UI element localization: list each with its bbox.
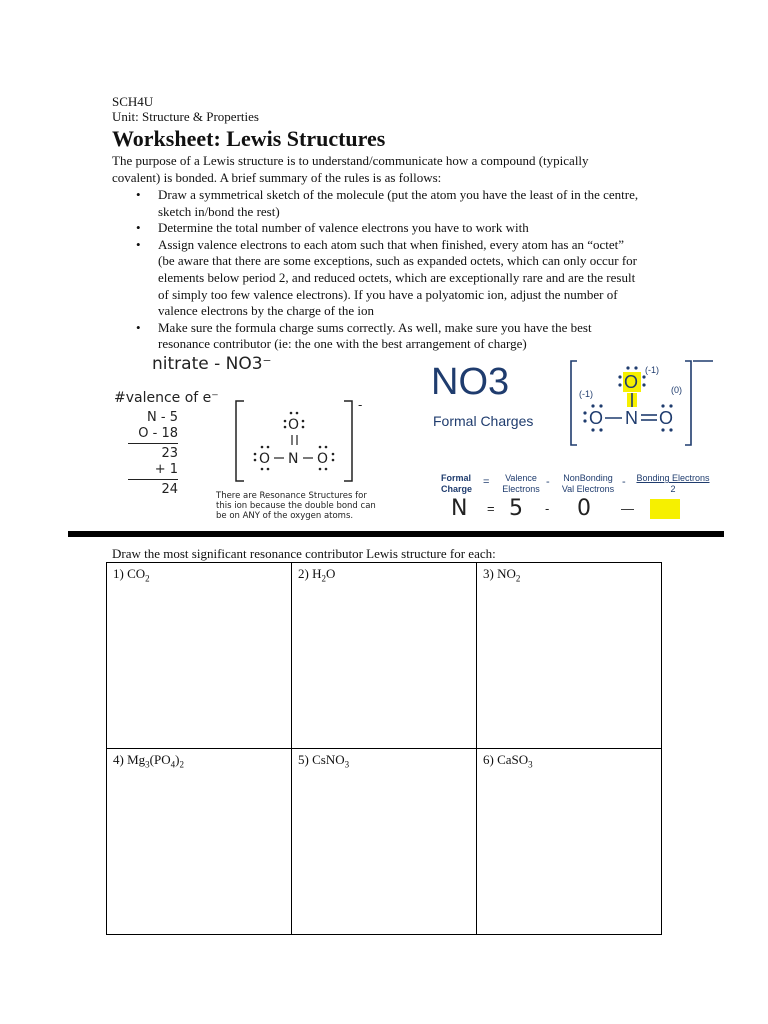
- nonbonding-label: NonBonding Val Electrons: [561, 473, 615, 494]
- answer-box[interactable]: 3) $NO_2$: [477, 563, 662, 749]
- section-divider: [68, 531, 724, 537]
- formal-charges-subtitle: Formal Charges: [433, 413, 534, 429]
- worksheet-title: Worksheet: Lewis Structures: [112, 126, 386, 151]
- resonance-note: There are Resonance Structures for this ion because the double bond can be on ANY of the oxygen atoms.: [216, 491, 376, 521]
- rule-item: • Determine the total number of valence electrons you have to work with: [112, 220, 642, 237]
- minus-sign: -: [546, 476, 550, 488]
- svg-text:O: O: [659, 408, 674, 428]
- calc-subtotal: 23: [161, 446, 178, 461]
- calc-divider: [128, 443, 178, 444]
- calc-minus: -: [545, 501, 550, 516]
- svg-text:(-1): (-1): [645, 365, 659, 375]
- answer-box[interactable]: 4) $Mg_3(PO_4)_2$: [107, 749, 292, 935]
- valence-calculation: [128, 410, 178, 498]
- calc-n-symbol: N: [451, 496, 468, 521]
- svg-text:N: N: [625, 408, 638, 428]
- answer-box[interactable]: 2) $H_2O$: [292, 563, 477, 749]
- calc-n: N - 5: [147, 410, 178, 425]
- no3-formal-charge-structure: [565, 357, 720, 452]
- bonding-divisor: 2: [670, 484, 676, 494]
- answer-box[interactable]: 1) $CO_2$: [107, 563, 292, 749]
- formal-charge-label: Formal Charge: [441, 473, 473, 494]
- calc-minus: —: [621, 501, 634, 516]
- formal-charges-example: [415, 357, 723, 525]
- calc-valence-value: 5: [509, 496, 523, 521]
- calc-nonbonding-value: 0: [577, 496, 591, 521]
- answer-grid: [106, 562, 662, 935]
- rule-item: • Make sure the formula charge sums correctly. As well, make sure you have the best resonance contributor (ie: the one with the best arrangement of charge): [112, 320, 642, 353]
- calc-charge: + 1: [154, 462, 178, 477]
- valence-electrons-label: Valence Electrons: [502, 473, 540, 494]
- unit-label: Unit: Structure & Properties: [112, 109, 259, 124]
- svg-text:-: -: [358, 398, 363, 412]
- svg-text:N: N: [288, 451, 299, 467]
- calc-total: 24: [161, 482, 178, 497]
- bonding-highlight-box: [650, 499, 680, 519]
- svg-text:O: O: [589, 408, 604, 428]
- equals-sign: =: [483, 476, 490, 488]
- calc-equals: =: [487, 501, 495, 516]
- instruction-text: Draw the most significant resonance contributor Lewis structure for each:: [112, 546, 496, 561]
- valence-label: #valence of e⁻: [114, 390, 219, 406]
- answer-box[interactable]: 5) CsNO$_3$: [292, 749, 477, 935]
- nitrate-handwritten-example: [110, 352, 410, 532]
- no3-formula: NO3: [431, 361, 510, 403]
- nitrate-heading: nitrate - NO3⁻: [152, 354, 272, 374]
- bonding-label: Bonding Electrons: [636, 473, 710, 483]
- nitrate-lewis-structure: [232, 397, 382, 487]
- rule-item: • Assign valence electrons to each atom such that when finished, every atom has an “octet” (be aware that there are some exceptions, such as expanded octets, which can only occur for elements below period 2, and reduced octets, which are exceptionally rare and are the result of simply too few valence electrons). If you have a polyatomic ion, adjust the number of valence electrons by the charge of the ion: [112, 237, 642, 320]
- minus-sign: -: [622, 476, 626, 488]
- svg-text:O: O: [317, 451, 329, 467]
- svg-text:O: O: [624, 372, 639, 392]
- svg-text:(-1): (-1): [579, 389, 593, 399]
- svg-text:(0): (0): [671, 385, 682, 395]
- answer-box[interactable]: 6) CaSO$_3$: [477, 749, 662, 935]
- calc-divider: [128, 479, 178, 480]
- rules-list: [112, 187, 642, 353]
- calc-o: O - 18: [138, 426, 178, 441]
- course-code: SCH4U: [112, 94, 154, 109]
- intro-paragraph: The purpose of a Lewis structure is to understand/communicate how a compound (typically covalent) is bonded. A brief summary of the rules is as follows:: [112, 153, 589, 185]
- rule-item: • Draw a symmetrical sketch of the molecule (put the atom you have the least of in the centre, sketch in/bond the rest): [112, 187, 642, 220]
- svg-text:O: O: [288, 417, 300, 433]
- svg-text:O: O: [259, 451, 271, 467]
